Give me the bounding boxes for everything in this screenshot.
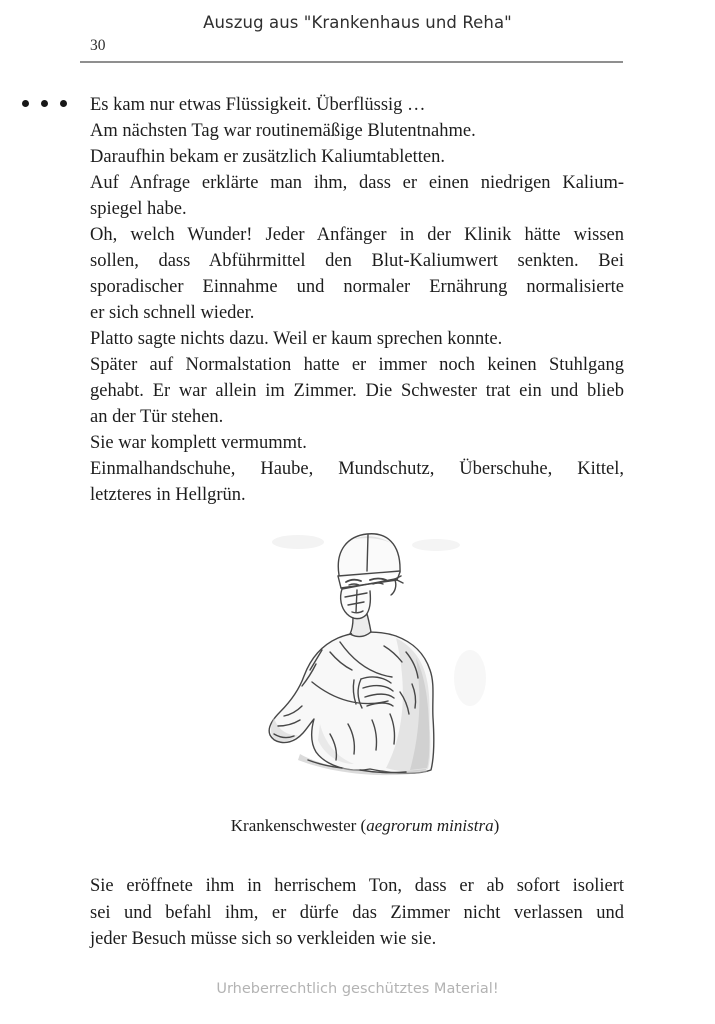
dot-icon — [22, 100, 29, 107]
figure — [264, 528, 494, 784]
text-line: Sie eröffnete ihm in herrischem Ton, dass er ab sofort isoliert — [90, 876, 624, 896]
nurse-illustration — [264, 528, 494, 784]
paragraph — [90, 222, 624, 326]
section-break-dots-icon — [22, 100, 67, 107]
text-line: sei und befahl ihm, er dürfe das Zimmer nicht verlassen und — [90, 902, 624, 923]
text-line: gehabt. Er war allein im Zimmer. Die Schwester trat ein und blieb — [90, 381, 624, 401]
closing-paragraph — [90, 873, 624, 953]
text-line: Daraufhin bekam er zusätzlich Kaliumtabletten. — [90, 147, 445, 167]
text-line: Oh, welch Wunder! Jeder Anfänger in der Klinik hätte wissen — [90, 225, 624, 245]
text-line: Später auf Normalstation hatte er immer noch keinen Stuhlgang — [90, 355, 624, 375]
dot-icon — [41, 100, 48, 107]
page-header-title: Auszug aus "Krankenhaus und Reha" — [203, 13, 512, 32]
paragraph — [90, 118, 624, 144]
paragraph — [90, 170, 624, 222]
body-text — [90, 92, 624, 508]
text-line: Auf Anfrage erklärte man ihm, dass er einen niedrigen Kalium- — [90, 173, 624, 193]
text-line: er sich schnell wieder. — [90, 303, 255, 323]
text-line: spiegel habe. — [90, 199, 187, 219]
paragraph — [90, 456, 624, 508]
text-line: jeder Besuch müsse sich so verkleiden wie sie. — [90, 929, 437, 949]
text-line: Am nächsten Tag war routinemäßige Blutentnahme. — [90, 121, 476, 141]
paragraph — [90, 92, 624, 118]
caption-text: Krankenschwester ( — [230, 816, 367, 835]
caption-text: ) — [493, 816, 500, 835]
paragraph — [90, 430, 624, 456]
paragraph — [90, 144, 624, 170]
paragraph — [90, 352, 624, 430]
text-line: Sie war komplett vermummt. — [90, 433, 307, 453]
paragraph — [90, 326, 624, 352]
page-number: 30 — [90, 37, 106, 54]
text-line: sporadischer Einnahme und normaler Ernährung normalisierte — [90, 277, 624, 297]
text-line: Es kam nur etwas Flüssigkeit. Überflüssig … — [90, 95, 426, 115]
header-divider-rule — [80, 61, 623, 63]
figure-caption — [90, 816, 640, 836]
text-line: Einmalhandschuhe, Haube, Mundschutz, Überschuhe, Kittel, — [90, 459, 624, 479]
text-line: sollen, dass Abführmittel den Blut-Kaliumwert senkten. Bei — [90, 251, 624, 271]
text-line: an der Tür stehen. — [90, 407, 224, 427]
text-line: Platto sagte nichts dazu. Weil er kaum sprechen konnte. — [90, 329, 503, 349]
dot-icon — [60, 100, 67, 107]
text-line: letzteres in Hellgrün. — [90, 485, 246, 505]
caption-latin-term: aegrorum ministra — [366, 816, 494, 835]
copyright-notice: Urheberrechtlich geschütztes Material! — [216, 981, 499, 997]
